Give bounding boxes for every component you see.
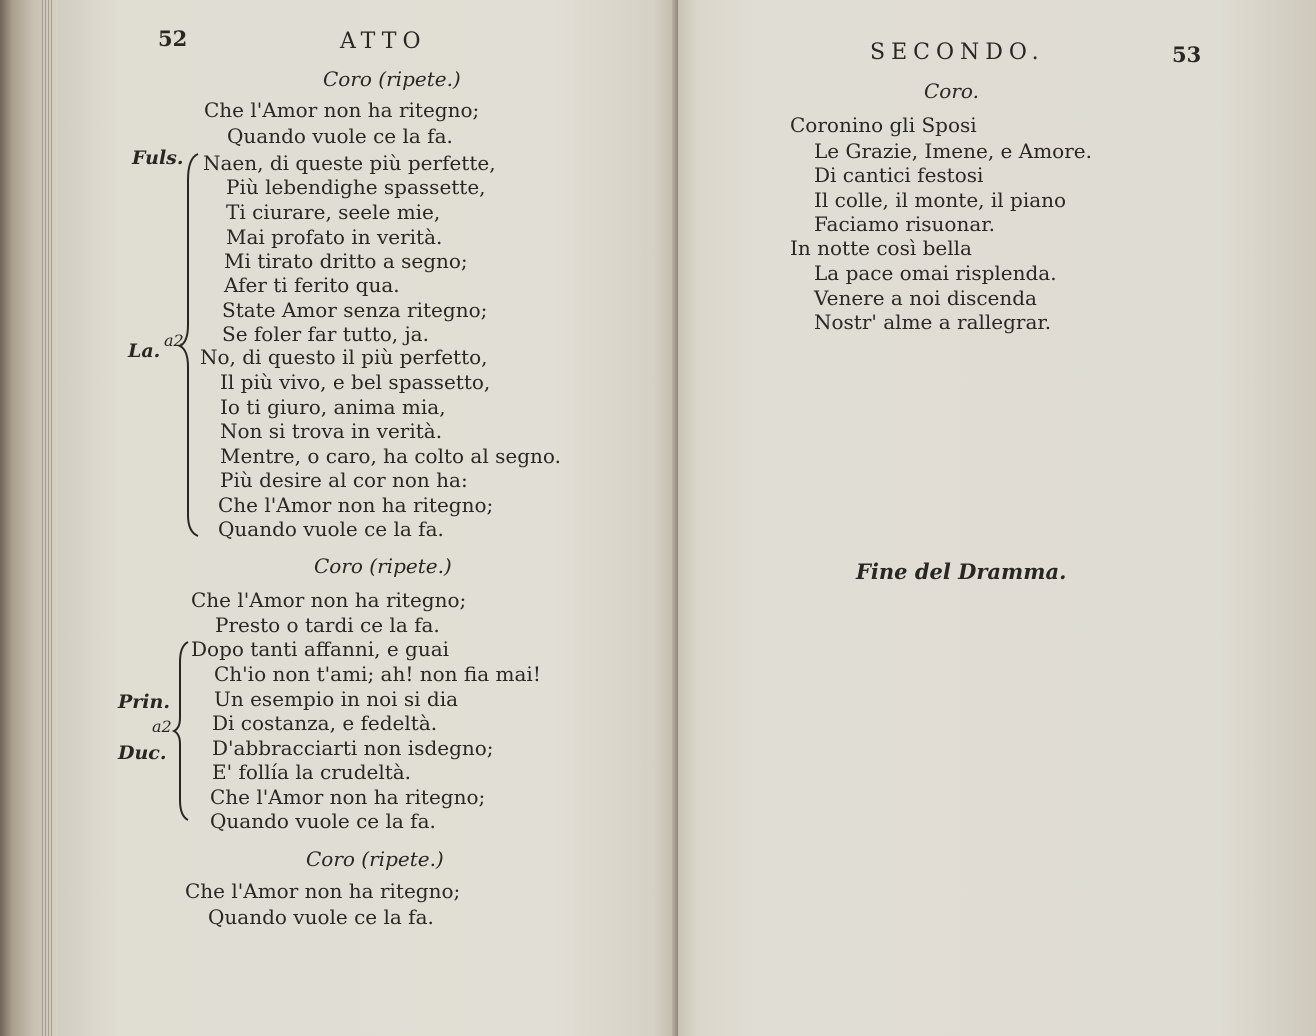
page-number: 52 bbox=[158, 26, 188, 51]
verse-line: Mentre, o caro, ha colto al segno. bbox=[220, 444, 561, 468]
verse-line: Le Grazie, Imene, e Amore. bbox=[814, 139, 1092, 163]
verse-line: Il colle, il monte, il piano bbox=[814, 188, 1067, 212]
verse-line: Venere a noi discenda bbox=[814, 286, 1037, 310]
coro-heading: Coro (ripete.) bbox=[306, 847, 444, 871]
verse-line: La pace omai risplenda. bbox=[814, 261, 1057, 285]
running-head: SECONDO. bbox=[870, 40, 1045, 65]
verse-line: Quando vuole ce la fa. bbox=[218, 517, 444, 541]
brace-fuls-la bbox=[178, 150, 202, 540]
speaker-label: Fuls. bbox=[132, 147, 184, 169]
brace-prin-duc bbox=[172, 640, 192, 822]
verse-line: Se foler far tutto, ja. bbox=[222, 322, 429, 346]
verse-line: Il più vivo, e bel spassetto, bbox=[220, 370, 491, 394]
page-number: 53 bbox=[1172, 42, 1202, 67]
running-head: ATTO bbox=[340, 29, 427, 54]
verse-line: Ti ciurare, seele mie, bbox=[226, 200, 441, 224]
coro-heading: Coro (ripete.) bbox=[323, 67, 461, 91]
verse-line: Di costanza, e fedeltà. bbox=[212, 711, 438, 735]
verse-line: Quando vuole ce la fa. bbox=[208, 905, 434, 929]
verse-line: Presto o tardi ce la fa. bbox=[215, 613, 440, 637]
verse-line: Di cantici festosi bbox=[814, 163, 984, 187]
coro-heading: Coro. bbox=[924, 79, 979, 103]
verse-line: Non si trova in verità. bbox=[220, 419, 443, 443]
page-stack-edge bbox=[0, 0, 60, 1036]
verse-line: Nostr' alme a rallegrar. bbox=[814, 310, 1052, 334]
right-page bbox=[678, 0, 1316, 1036]
verse-line: Che l'Amor non ha ritegno; bbox=[218, 493, 494, 517]
coro-heading: Coro (ripete.) bbox=[314, 554, 452, 578]
a2-marker: a2 bbox=[152, 717, 172, 736]
verse-line: D'abbracciarti non isdegno; bbox=[212, 736, 494, 760]
verse-line: Ch'io non t'ami; ah! non fia mai! bbox=[214, 662, 541, 686]
verse-line: Che l'Amor non ha ritegno; bbox=[191, 588, 467, 612]
verse-line: No, di questo il più perfetto, bbox=[200, 345, 488, 369]
a2-marker: a2 bbox=[164, 331, 184, 350]
end-of-drama: Fine del Dramma. bbox=[856, 559, 1067, 584]
speaker-label: La. bbox=[128, 340, 161, 362]
verse-line: Mi tirato dritto a segno; bbox=[224, 249, 468, 273]
verse-line: Io ti giuro, anima mia, bbox=[220, 395, 446, 419]
verse-line: Faciamo risuonar. bbox=[814, 212, 995, 236]
speaker-label: Duc. bbox=[118, 742, 167, 764]
speaker-label: Prin. bbox=[118, 691, 170, 713]
verse-line: Quando vuole ce la fa. bbox=[227, 124, 453, 148]
verse-line: Mai profato in verità. bbox=[226, 225, 443, 249]
verse-line: State Amor senza ritegno; bbox=[222, 298, 488, 322]
verse-line: Quando vuole ce la fa. bbox=[210, 809, 436, 833]
verse-line: In notte così bella bbox=[790, 236, 972, 260]
verse-line: Un esempio in noi si dia bbox=[214, 687, 459, 711]
verse-line: E' follía la crudeltà. bbox=[212, 760, 412, 784]
verse-line: Naen, di queste più perfette, bbox=[203, 151, 496, 175]
left-page bbox=[58, 0, 678, 1036]
verse-line: Che l'Amor non ha ritegno; bbox=[185, 879, 461, 903]
verse-line: Coronino gli Sposi bbox=[790, 113, 977, 137]
verse-line: Che l'Amor non ha ritegno; bbox=[210, 785, 486, 809]
verse-line: Più lebendighe spassette, bbox=[226, 175, 486, 199]
verse-line: Più desire al cor non ha: bbox=[220, 468, 468, 492]
verse-line: Afer ti ferito qua. bbox=[224, 273, 400, 297]
verse-line: Che l'Amor non ha ritegno; bbox=[204, 98, 480, 122]
verse-line: Dopo tanti affanni, e guai bbox=[191, 637, 450, 661]
